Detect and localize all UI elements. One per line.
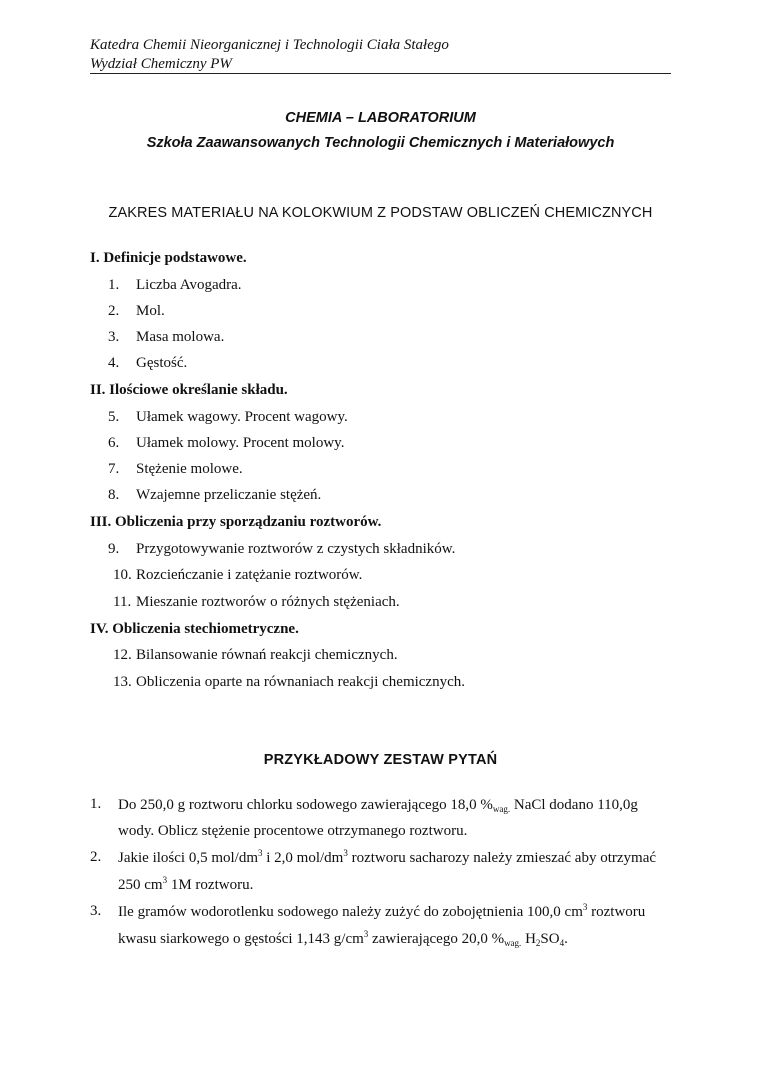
question-line: kwasu siarkowego o gęstości 1,143 $g/cm^3$ zawierającego 20,0 $\%_{wag.}$ $H_2SO_4$. [118,929,568,948]
question-number: 2. [90,849,102,865]
examples-title: PRZYKŁADOWY ZESTAW PYTAŃ [263,752,498,768]
question-line: 250 $cm^3$ 1M roztworu. [118,875,254,893]
list-item: Gęstość. [136,355,188,371]
list-item-number: 5. [108,409,120,425]
list-item-number: 12. [113,647,132,663]
header-divider [90,73,671,74]
list-item: Bilansowanie równań reakcji chemicznych. [136,647,398,663]
question-line: Jakie ilości 0,5 mol/$dm^3$ i 2,0 mol/$dm^3$ roztworu sacharozy należy zmieszać aby otrzymać [118,848,657,866]
question-line: Ile gramów wodorotlenku sodowego należy zużyć do zobojętnienia 100,0 $cm^3$ roztworu [118,902,646,920]
list-item-number: 2. [108,303,120,319]
list-item: Liczba Avogadra. [136,277,242,293]
list-item: Obliczenia oparte na równaniach reakcji chemicznych. [136,674,465,690]
scope-title: ZAKRES MATERIAŁU NA KOLOKWIUM Z PODSTAW OBLICZEŃ CHEMICZNYCH [108,205,653,221]
section-heading: I. Definicje podstawowe. [90,250,247,266]
list-item-number: 3. [108,329,120,345]
question-line [118,796,671,815]
list-item-number: 6. [108,435,120,451]
list-item-number: 10. [113,567,132,583]
header-department: Katedra Chemii Nieorganicznej i Technologii Ciała Stałego [90,37,449,53]
list-item: Mol. [136,303,165,319]
list-item-number: 11. [113,594,132,610]
question-number: 1. [90,796,102,812]
question-number: 3. [90,903,102,919]
header-faculty: Wydział Chemiczny PW [90,56,232,72]
list-item: Stężenie molowe. [136,461,243,477]
list-item: Ułamek molowy. Procent molowy. [136,435,345,451]
question-line: wody. Oblicz stężenie procentowe otrzymanego roztworu. [118,823,468,839]
section-heading: IV. Obliczenia stechiometryczne. [90,621,299,637]
list-item-number: 4. [108,355,120,371]
course-title: CHEMIA – LABORATORIUM [285,110,476,126]
list-item-number: 13. [113,674,132,690]
page-header [90,36,671,74]
list-item: Mieszanie roztworów o różnych stężeniach. [136,594,400,610]
list-item-number: 7. [108,461,120,477]
section-heading: III. Obliczenia przy sporządzaniu roztworów. [90,514,382,530]
list-item-number: 8. [108,487,120,503]
list-item-number: 1. [108,277,120,293]
list-item: Wzajemne przeliczanie stężeń. [136,487,322,503]
list-item: Ułamek wagowy. Procent wagowy. [136,409,348,425]
school-title: Szkoła Zaawansowanych Technologii Chemicznych i Materiałowych [146,135,615,151]
list-item-number: 9. [108,541,120,557]
list-item: Przygotowywanie roztworów z czystych składników. [136,541,456,557]
question-text: Do 250,0 g roztworu chlorku sodowego zawierającego 18,0 $\%_{wag.}$ NaCl dodano 110,0g [118,797,638,814]
list-item: Masa molowa. [136,329,225,345]
list-item: Rozcieńczanie i zatężanie roztworów. [136,567,363,583]
section-heading: II. Ilościowe określanie składu. [90,382,288,398]
